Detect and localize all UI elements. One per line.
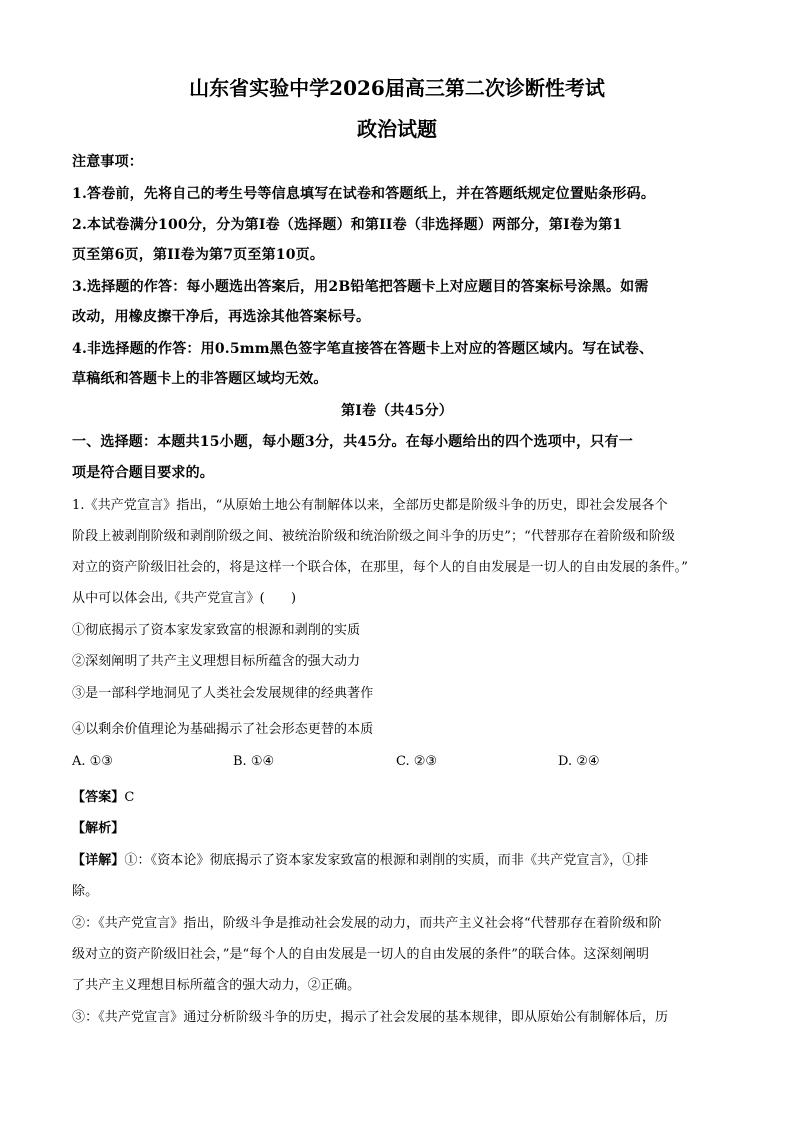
- exam-subject: 政治试题: [357, 117, 437, 141]
- answer-line: [72, 786, 734, 805]
- notice-line: 草稿纸和答题卡上的非答题区域均无效。: [72, 371, 328, 387]
- section-title: 第I卷（共45分）: [341, 403, 453, 419]
- analysis-label: 【解析】: [72, 821, 125, 836]
- detail-line: 除。: [72, 884, 99, 899]
- question-statement: ②深刻阐明了共产主义理想目标所蕴含的强大动力: [72, 654, 361, 669]
- section-instruction: 一、选择题：本题共15小题，每小题3分，共45分。在每小题给出的四个选项中，只有一: [72, 434, 633, 450]
- notice-line: 改动，用橡皮擦干净后，再选涂其他答案标号。: [72, 309, 371, 325]
- question-statement: ④以剩余价值理论为基础揭示了社会形态更替的本质: [72, 722, 374, 737]
- option-b: B. ①④: [233, 754, 275, 769]
- detail-line: ③：《共产党宣言》通过分析阶级斗争的历史，揭示了社会发展的基本规律，即从原始公有制解体后，历: [72, 1010, 669, 1025]
- question-stem: 从中可以体会出,《共产党宣言》( ): [72, 591, 297, 606]
- option-a: A. ①③: [72, 754, 113, 769]
- question-stem: 对立的资产阶级旧社会的，将是这样一个联合体，在那里，每个人的自由发展是一切人的自由发展的条件。”: [72, 560, 688, 575]
- answer-value: C: [124, 790, 135, 805]
- question-stem: 1.《共产党宣言》指出，“从原始土地公有制解体以来，全部历史都是阶级斗争的历史，即社会发展各个: [72, 498, 668, 513]
- option-d: D. ②④: [558, 754, 600, 769]
- question-statement: ③是一部科学地洞见了人类社会发展规律的经典著作: [72, 686, 374, 701]
- question-stem: 阶段上被剥削阶级和剥削阶级之间、被统治阶级和统治阶级之间斗争的历史”；“代替那存在着阶级和阶级: [72, 529, 675, 544]
- detail-label: 【详解】: [72, 853, 125, 868]
- exam-title: 山东省实验中学2026届高三第二次诊断性考试: [189, 76, 605, 100]
- detail-line: 了共产主义理想目标所蕴含的强大动力，②正确。: [72, 978, 361, 993]
- detail-line: [72, 849, 734, 868]
- notice-line: 1.答卷前，先将自己的考生号等信息填写在试卷和答题纸上，并在答题纸规定位置贴条形码。: [72, 186, 656, 202]
- notice-line: 2.本试卷满分100分，分为第I卷（选择题）和第II卷（非选择题）两部分，第I卷为第1: [72, 217, 623, 233]
- answer-label: 【答案】: [72, 790, 125, 805]
- detail-line: 级对立的资产阶级旧社会，”是“每个人的自由发展是一切人的自由发展的条件”的联合体。这深刻阐明: [72, 947, 650, 962]
- option-c: C. ②③: [396, 754, 438, 769]
- notice-line: 页至第6页，第II卷为第7页至第10页。: [72, 247, 325, 263]
- section-instruction: 项是符合题目要求的。: [72, 465, 214, 481]
- notice-heading: 注意事项：: [72, 154, 143, 170]
- notice-line: 3.选择题的作答：每小题选出答案后，用2B铅笔把答题卡上对应题目的答案标号涂黑。如需: [72, 279, 649, 295]
- question-statement: ①彻底揭示了资本家发家致富的根源和剥削的实质: [72, 623, 361, 638]
- detail-text: ①：《资本论》彻底揭示了资本家发家致富的根源和剥削的实质，而非《共产党宣言》，①排: [124, 853, 649, 868]
- detail-line: ②：《共产党宣言》指出，阶级斗争是推动社会发展的动力，而共产主义社会将“代替那存在着阶级和阶: [72, 916, 662, 931]
- notice-line: 4.非选择题的作答：用0.5mm黑色签字笔直接答在答题卡上对应的答题区域内。写在试卷、: [72, 341, 654, 357]
